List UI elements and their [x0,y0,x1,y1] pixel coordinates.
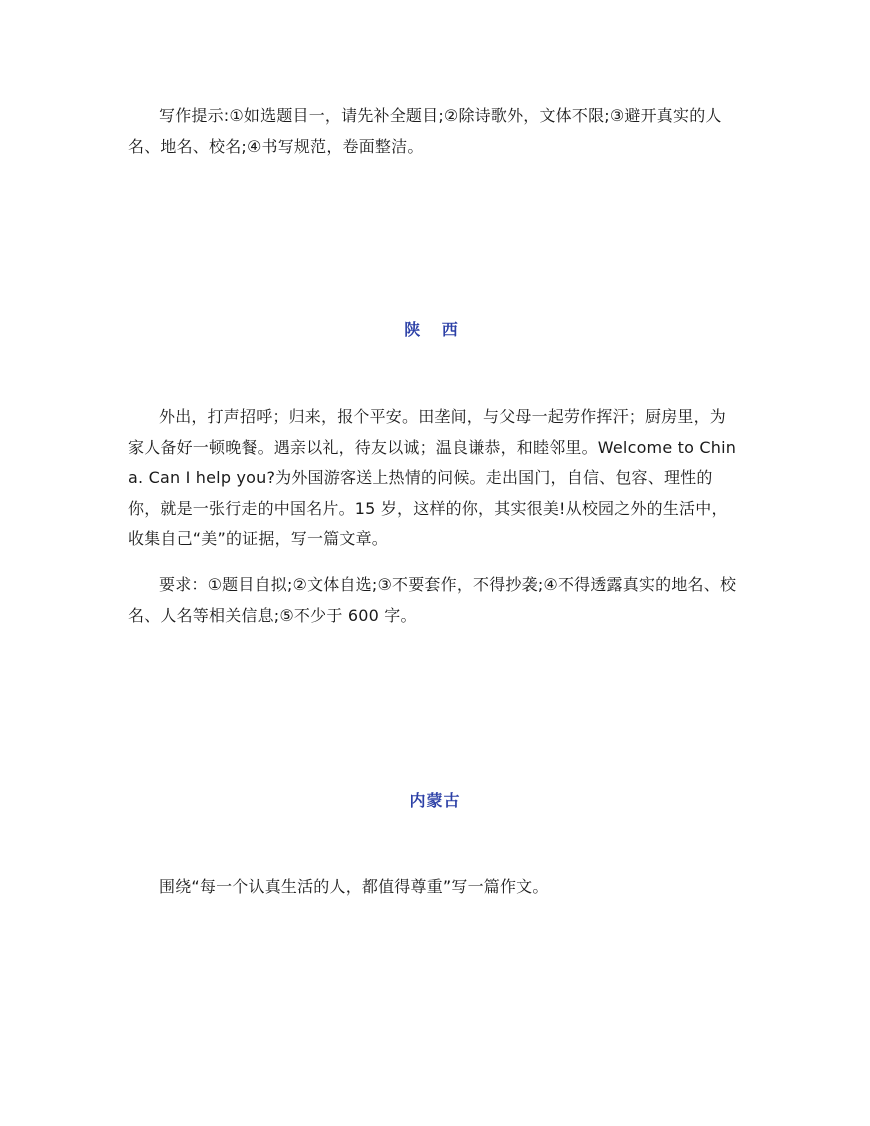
section-heading-shaanxi: 陕 西 [404,320,466,339]
section-heading-neimenggu: 内蒙古 [409,791,461,810]
shaanxi-requirements-paragraph: 要求：①题目自拟;②文体自选;③不要套作，不得抄袭;④不得透露真实的地名、校名、人名等相关信息;⑤不少于 600 字。 [128,575,737,625]
neimenggu-prompt-paragraph: 围绕“每一个认真生活的人，都值得尊重”写一篇作文。 [159,877,549,896]
shaanxi-prompt-paragraph: 外出，打声招呼；归来，报个平安。田垄间，与父母一起劳作挥汗；厨房里，为家人备好一顿晚餐。遇亲以礼，待友以诚；温良谦恭，和睦邻里。Welcome to China. Can I help you?为外国游客送上热情的问候。走出国门，自信、包容、理性的你，就是一张行走的中国名片。15 岁，这样的你，其实很美!从校园之外的生活中，收集自己“美”的证据，写一篇文章。 [128,407,737,548]
writing-tips-paragraph: 写作提示:①如选题目一，请先补全题目;②除诗歌外，文体不限;③避开真实的人名、地名、校名;④书写规范，卷面整洁。 [128,106,722,156]
